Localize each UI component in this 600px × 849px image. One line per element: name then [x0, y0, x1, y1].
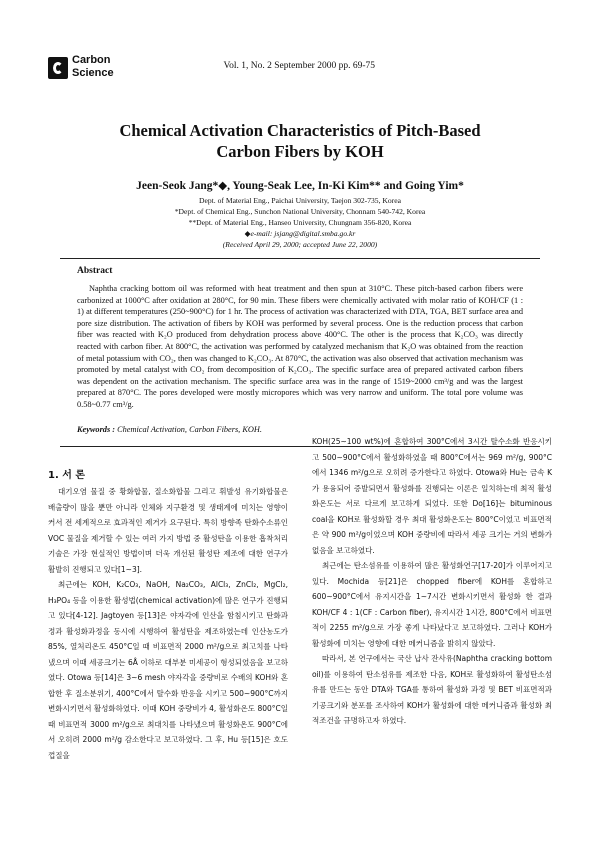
journal-logo: [48, 53, 114, 85]
affiliation-2: *Dept. of Chemical Eng., Sunchon National University, Chonnam 540-742, Korea: [174, 207, 426, 216]
abstract-top-rule: [60, 258, 540, 259]
paragraph: 따라서, 본 연구에서는 국산 납사 잔사유(Naphtha cracking bottom oil)를 이용하여 탄소섬유를 제조한 다음, KOH로 활성화하여 활성탄소섬유를 만드는 동안 DTA와 TGA를 통하여 활성화 과정 및 BET 비표면적과 기공크기와 분포를 조사하여 KOH가 활성화에 대한 메커니즘과 활성화 최적조건을 규명하고자 하였다.: [312, 654, 552, 725]
paper-title: [0, 120, 600, 162]
journal-volume-info: Vol. 1, No. 2 September 2000 pp. 69-75: [223, 61, 375, 71]
affiliation-1: Dept. of Material Eng., Paichai University, Taejon 302-735, Korea: [199, 196, 401, 205]
paragraph: KOH(25~100 wt%)에 혼합하여 300°C에서 3시간 탈수소화 반응시키고 500~900°C에서 활성화하였을 때 800°C에서는 969 m²/g, 900°C에서 1346 m²/g으로 오히려 증가한다고 하였다. Otowa와 Hu는 금속 K가 용융되어 증발되면서 활성화를 진행되는 이론은 일치하는데 최적 활성화온도는 서로 다르게 보고하게 되었다. 또한 Do[16]는 bituminous coal을 KOH로 활성화할 경우 최대 활성화온도는 800°C이었고 비표면적은 약 900 m²/g이었으며 KOH 중량비에 따라서 세공 크기는 거의 변화가 없음을 보고하였다.: [312, 437, 552, 555]
logo-text-line1: Carbon: [72, 54, 111, 66]
body-column-left: [48, 484, 288, 763]
paragraph: 최근에는 탄소섬유를 이용하여 많은 활성화연구[17-20]가 이루어지고 있다. Mochida 등[21]은 chopped fiber에 KOH를 혼합하고 600~900°C에서 유지시간을 1~7시간 변화시키면서 활성화 한 결과 KOH/CF 4 : 1(CF : Carbon fiber), 유지시간 1시간, 800°C에서 비표면적이 2255 m²/g으로 가장 좋게 나타났다고 보고하였다. 그러나 KOH가 활성화에 미치는 영향에 대한 메커니즘을 밝히지 않았다.: [312, 561, 552, 648]
abstract-body: Naphtha cracking bottom oil was reformed with heat treatment and then spun at 310°C. These pitch-based carbon fibers were carbonized at 1000°C after oxidation at 280°C, for 90 min. These fibers were chemically activated with molar ratio of KOH/CF (1 : 1) at different temperatures (250~900°C) for 1 hr. The process of activation was characterized with DTA, TGA, BET surface area and pore size distribution. The activation of fibers by KOH was performed by several process. One is the reduction process that carbon fiber was reacted with K₂O produced from dehydration process above 400°C. The other is the process that K₂CO₃ was directly reacted with carbon fiber. At 800°C, the activation was performed by catalyzed mechanism that K₂O was obtained from the reaction of metal potassium with CO₂, then was changed to K₂CO₃. At 870°C, the activation was also observed that activation mechanism was promoted by metal catalyst with CO₂ from decomposition of K₂CO₃. The specific surface area of prepared activated carbon fibers was dependent on the activation mechanism. The specific surface area was in the range of 1519~2000 cm³/g and was the largest prepared at 870°C. The pores developed were mostly micropores which was very narrow and uniform. The total pore volume was 0.58~0.77 cm³/g.: [77, 284, 523, 409]
paragraph: 대기오염 물질 중 황화합물, 질소화합물 그리고 휘발성 유기화합물은 배출량이 많을 뿐만 아니라 인체와 지구환경 및 생태계에 미치는 영향이 커서 전 세계적으로 효과적인 제거가 요구된다. 특히 방향족 탄화수소류인 VOC 물질을 제거할 수 있는 여러 가지 방법 중 활성탄을 이용한 흡착처리기술은 가장 현실적인 방법이며 더욱 개선된 활성탄 제조에 대한 연구가 활발히 진행되고 있다[1~3].: [48, 487, 288, 574]
paper-title-line1: Chemical Activation Characteristics of Pitch-Based: [119, 121, 481, 140]
keywords-values: Chemical Activation, Carbon Fibers, KOH.: [115, 425, 262, 434]
keywords-label: Keywords :: [77, 425, 116, 434]
paper-title-line2: Carbon Fibers by KOH: [216, 142, 384, 161]
abstract-heading: Abstract: [77, 266, 113, 276]
corresponding-email: ◆e-mail: jsjang@digital.smba.go.kr: [244, 229, 356, 238]
keywords-line: [77, 425, 523, 434]
carbon-science-logo-icon: [48, 57, 68, 79]
author-list: Jeen-Seok Jang*◆, Young-Seak Lee, In-Ki Kim** and Going Yim*: [136, 180, 464, 192]
section-heading-introduction: 1. 서 론: [48, 470, 86, 481]
paragraph: 최근에는 KOH, K₂CO₃, NaOH, Na₂CO₃, AlCl₃, ZnCl₂, MgCl₂, H₃PO₄ 등을 이용한 활성법(chemical activation)에 많은 연구가 진행되고 있다[4-12]. Jagtoyen 등[13]은 야자각에 인산을 함침시키고 탄화과정과 활성화과정을 동시에 시행하여 활성탄을 제조하였는데 인산농도가 85%, 열처리온도 450°C일 때 비표면적 2000 m²/g으로 최고치를 나타냈으며 이때 세공크기는 6Å 이하로 대부분 미세공이 형성되었음을 보고하였다. Otowa 등[14]은 3~6 mesh 야자각을 중량비로 수배의 KOH와 혼합한 후 질소분위기, 400°C에서 탈수화 반응을 시키고 500~900°C까지 변화시키면서 활성화하였다. 이때 KOH 중량비가 4, 활성화온도 800°C일 때 비표면적 3000 m²/g으로 최대치를 나타냈으며 활성화온도 900°C에서 오히려 2000 m²/g 감소한다고 보고하였다. 그 후, Hu 등[15]은 호도껍질을: [48, 580, 288, 760]
received-dates: (Received April 29, 2000; accepted June 22, 2000): [222, 240, 378, 249]
logo-text-line2: Science: [72, 67, 114, 79]
body-column-right: [312, 434, 552, 729]
affiliation-3: **Dept. of Material Eng., Hanseo University, Chungnam 356-820, Korea: [188, 218, 412, 227]
